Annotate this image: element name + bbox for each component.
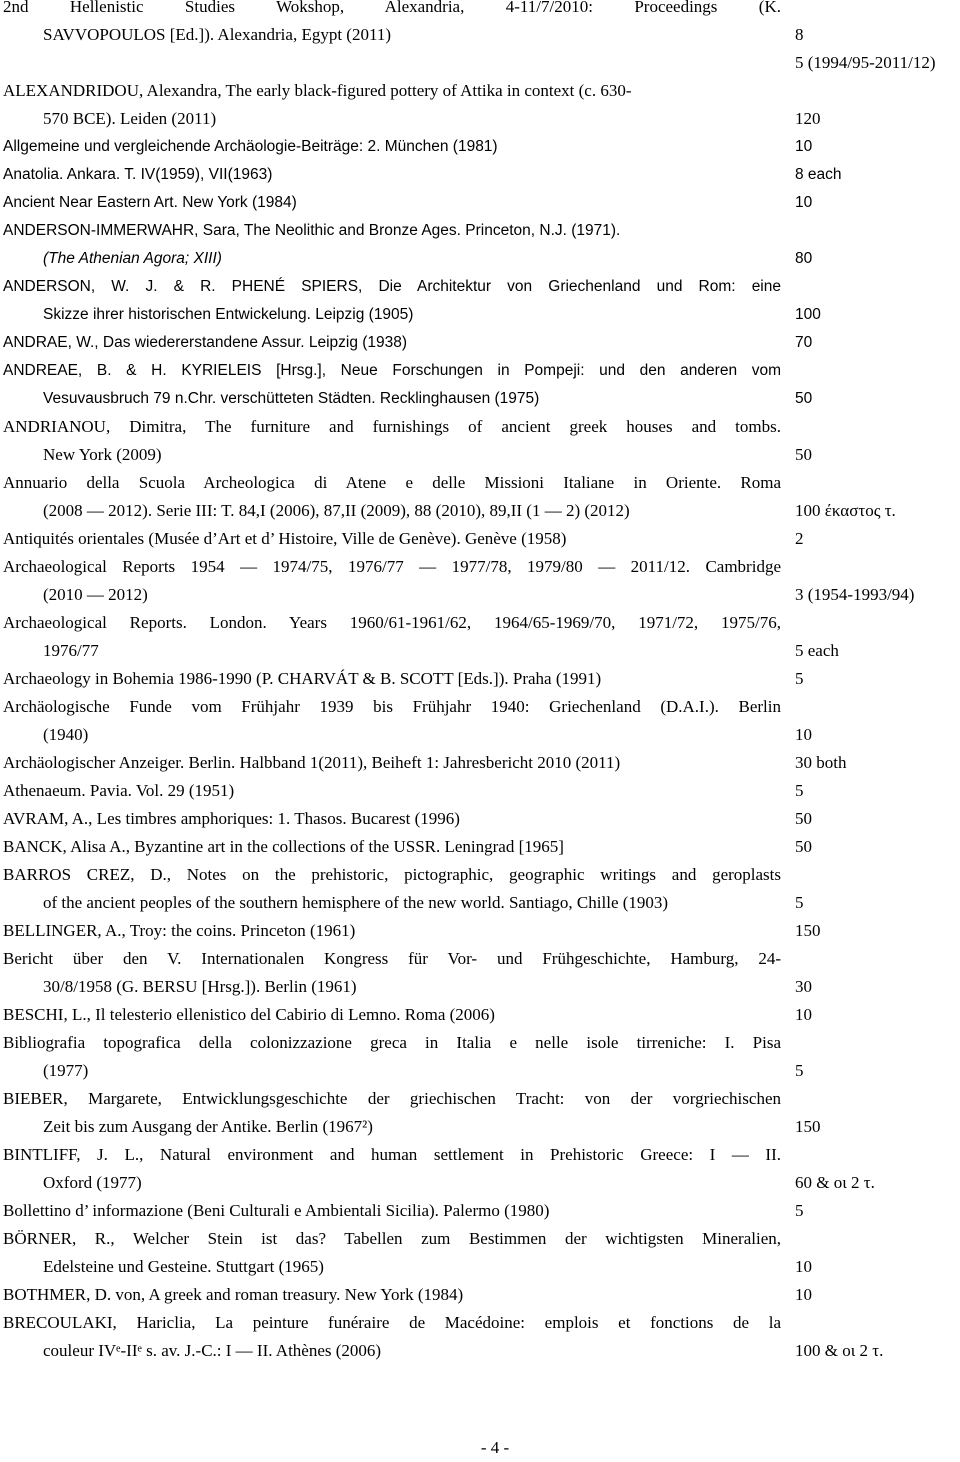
entry-price: 50 [795, 445, 812, 464]
entry-line [0, 1085, 960, 1113]
entry-line [0, 889, 960, 917]
entry-price: 50 [795, 390, 813, 407]
entry-text: (1977) [43, 1061, 89, 1080]
entry-price: 70 [795, 334, 813, 351]
entry-text: Vesuvausbruch 79 n.Chr. verschütteten Städten. Recklinghausen (1975) [43, 390, 540, 407]
bibliography-entry [0, 525, 960, 553]
bibliography-entry [0, 945, 960, 1001]
entry-line [0, 665, 960, 693]
entry-line [0, 833, 960, 861]
entry-price: 10 [795, 138, 813, 155]
entry-line [0, 189, 960, 217]
entry-price: 10 [795, 194, 813, 211]
entry-price: 60 & οι 2 τ. [795, 1173, 875, 1192]
entry-text: 2nd Hellenistic Studies Wokshop, Alexandria, 4-11/7/2010: Proceedings (K. [3, 0, 781, 16]
entry-price: 50 [795, 809, 812, 828]
entry-line [0, 749, 960, 777]
entry-price: 10 [795, 1257, 812, 1276]
bibliography-entry [0, 217, 960, 273]
entry-text: BESCHI, L., Il telesterio ellenistico del Cabirio di Lemno. Roma (2006) [3, 1005, 495, 1024]
entry-text: (The Athenian Agora; XIII) [43, 250, 222, 267]
bibliography-entry [0, 777, 960, 805]
entry-text: ANDERSON-IMMERWAHR, Sara, The Neolithic and Bronze Ages. Princeton, N.J. (1971). [3, 222, 621, 239]
bibliography-entry [0, 1029, 960, 1085]
entry-line [0, 1225, 960, 1253]
bibliography-entry [0, 805, 960, 833]
entry-text: ANDRIANOU, Dimitra, The furniture and furnishings of ancient greek houses and tombs. [3, 417, 781, 436]
bibliography-entry [0, 413, 960, 469]
entry-line [0, 441, 960, 469]
bibliography-entry [0, 189, 960, 217]
entry-text: SAVVOPOULOS [Ed.]). Alexandria, Egypt (2011) [43, 25, 391, 44]
entry-line [0, 77, 960, 105]
entry-price: 10 [795, 1005, 812, 1024]
entry-line [0, 497, 960, 525]
entry-text: ALEXANDRIDOU, Alexandra, The early black-figured pottery of Attika in context (c. 630- [3, 81, 632, 100]
entry-price: 30 [795, 977, 812, 996]
entry-text: Bibliografia topografica della colonizzazione greca in Italia e nelle isole tirreniche: I. Pisa [3, 1033, 781, 1052]
bibliography-entry [0, 833, 960, 861]
entry-price: 5 [795, 781, 804, 800]
bibliography-entry [0, 609, 960, 665]
entry-line [0, 301, 960, 329]
entry-line [0, 805, 960, 833]
entry-line [0, 105, 960, 133]
entry-text: Athenaeum. Pavia. Vol. 29 (1951) [3, 781, 235, 800]
entry-line [0, 273, 960, 301]
entry-price: 5 (1994/95-2011/12) [795, 53, 936, 72]
entry-text: 1976/77 [43, 641, 99, 660]
entry-text: Bollettino d’ informazione (Beni Culturali e Ambientali Sicilia). Palermo (1980) [3, 1201, 550, 1220]
entry-line [0, 1169, 960, 1197]
entry-text: ANDREAE, B. & H. KYRIELEIS [Hrsg.], Neue Forschungen in Pompeji: und den anderen vom [3, 362, 781, 379]
bibliography-entry [0, 273, 960, 329]
entry-text: 30/8/1958 (G. BERSU [Hrsg.]). Berlin (1961) [43, 977, 357, 996]
entry-price: 150 [795, 921, 821, 940]
entry-price: 5 [795, 893, 804, 912]
entry-line [0, 945, 960, 973]
entry-line [0, 1113, 960, 1141]
entry-text: Skizze ihrer historischen Entwickelung. Leipzig (1905) [43, 306, 414, 323]
entry-line [0, 553, 960, 581]
entry-line [0, 217, 960, 245]
entry-text: Zeit bis zum Ausgang der Antike. Berlin (1967²) [43, 1117, 373, 1136]
entry-line [0, 1141, 960, 1169]
entry-price: 80 [795, 250, 813, 267]
entry-line [0, 917, 960, 945]
entry-price: 150 [795, 1117, 821, 1136]
entry-extra-price-row [0, 49, 960, 77]
entry-line [0, 693, 960, 721]
bibliography-entry [0, 77, 960, 133]
entry-text: BELLINGER, A., Troy: the coins. Princeton (1961) [3, 921, 356, 940]
entry-text: ANDERSON, W. J. & R. PHENÉ SPIERS, Die Architektur von Griechenland und Rom: eine [3, 278, 781, 295]
entry-line [0, 1337, 960, 1365]
bibliography-entry [0, 553, 960, 609]
entry-text: New York (2009) [43, 445, 162, 464]
bibliography-entry [0, 917, 960, 945]
bibliography-entry [0, 1309, 960, 1365]
bibliography-entry [0, 1141, 960, 1197]
entry-price: 5 [795, 669, 804, 688]
entry-line [0, 861, 960, 889]
entry-price: 100 [795, 306, 821, 323]
entry-text: BOTHMER, D. von, A greek and roman treasury. New York (1984) [3, 1285, 464, 1304]
bibliography-entry [0, 1197, 960, 1225]
entry-text: (1940) [43, 725, 89, 744]
entry-price: 5 [795, 1201, 804, 1220]
entry-text: Archäologische Funde vom Frühjahr 1939 bis Frühjahr 1940: Griechenland (D.A.I.). Berlin [3, 697, 781, 716]
bibliography-entry [0, 469, 960, 525]
entry-text: BARROS CREZ, D., Notes on the prehistoric, pictographic, geographic writings and geroplasts [3, 865, 781, 884]
entry-line [0, 1253, 960, 1281]
bibliography-entry [0, 693, 960, 749]
entry-line [0, 21, 960, 49]
entry-text: ANDRAE, W., Das wiedererstandene Assur. Leipzig (1938) [3, 334, 408, 351]
entry-price: 2 [795, 529, 804, 548]
entry-text: BANCK, Alisa A., Byzantine art in the collections of the USSR. Leningrad [1965] [3, 837, 564, 856]
entry-line [0, 1197, 960, 1225]
bibliography-entry [0, 1001, 960, 1029]
entry-text: BINTLIFF, J. L., Natural environment and human settlement in Prehistoric Greece: I — II. [3, 1145, 781, 1164]
entry-text: Ancient Near Eastern Art. New York (1984) [3, 194, 297, 211]
entry-line [0, 1029, 960, 1057]
entry-text: Oxford (1977) [43, 1173, 142, 1192]
bibliography-entry [0, 133, 960, 161]
entry-line [0, 329, 960, 357]
entry-text: Archäologischer Anzeiger. Berlin. Halbband 1(2011), Beiheft 1: Jahresbericht 2010 (2011) [3, 753, 621, 772]
entry-price: 100 έκαστος τ. [795, 501, 896, 520]
entry-text: (2008 — 2012). Serie III: T. 84,I (2006), 87,II (2009), 88 (2010), 89,II (1 — 2) (2012) [43, 501, 630, 520]
entry-price: 8 each [795, 166, 842, 183]
bibliography-entry [0, 1085, 960, 1141]
bibliography-entry [0, 329, 960, 357]
entry-text: BÖRNER, R., Welcher Stein ist das? Tabellen zum Bestimmen der wichtigsten Mineralien, [3, 1229, 781, 1248]
bibliography-entry [0, 49, 960, 77]
entry-text: 570 BCE). Leiden (2011) [43, 109, 217, 128]
entry-text: Annuario della Scuola Archeologica di Atene e delle Missioni Italiane in Oriente. Roma [3, 473, 781, 492]
bibliography-entry [0, 161, 960, 189]
entry-line [0, 1309, 960, 1337]
entry-line [0, 1001, 960, 1029]
entry-line [0, 581, 960, 609]
entry-text: Edelsteine und Gesteine. Stuttgart (1965) [43, 1257, 324, 1276]
entry-text: AVRAM, A., Les timbres amphoriques: 1. Thasos. Bucarest (1996) [3, 809, 460, 828]
entry-price: 10 [795, 725, 812, 744]
entry-line [0, 245, 960, 273]
bibliography-entry [0, 861, 960, 917]
bibliography-entry [0, 1225, 960, 1281]
entry-text: Archaeological Reports 1954 — 1974/75, 1976/77 — 1977/78, 1979/80 — 2011/12. Cambridge [3, 557, 781, 576]
entry-price: 5 [795, 1061, 804, 1080]
entry-price: 8 [795, 25, 804, 44]
entry-text: BRECOULAKI, Hariclia, La peinture funéraire de Macédoine: emplois et fonctions de la [3, 1313, 781, 1332]
entry-text: (2010 — 2012) [43, 585, 148, 604]
entry-line [0, 525, 960, 553]
page-number: - 4 - [480, 1438, 510, 1457]
entry-text: couleur IVᵉ-IIᵉ s. av. J.-C.: I — II. Athènes (2006) [43, 1341, 382, 1360]
entry-text: Archaeology in Bohemia 1986-1990 (P. CHARVÁT & B. SCOTT [Eds.]). Praha (1991) [3, 669, 602, 688]
entry-text: BIEBER, Margarete, Entwicklungsgeschichte der griechischen Tracht: von der vorgriechischen [3, 1089, 781, 1108]
entry-text: Anatolia. Ankara. T. IV(1959), VII(1963) [3, 166, 273, 183]
entry-price: 30 both [795, 753, 847, 772]
entry-text: of the ancient peoples of the southern hemisphere of the new world. Santiago, Chille (1903) [43, 893, 669, 912]
entry-line [0, 0, 960, 21]
entry-text: Allgemeine und vergleichende Archäologie-Beiträge: 2. München (1981) [3, 138, 498, 155]
entry-line [0, 469, 960, 497]
entry-line [0, 609, 960, 637]
entry-line [0, 777, 960, 805]
bibliography-entry [0, 665, 960, 693]
entry-text: Archaeological Reports. London. Years 1960/61-1961/62, 1964/65-1969/70, 1971/72, 1975/76, [3, 613, 781, 632]
entry-line [0, 1281, 960, 1309]
entry-text: Bericht über den V. Internationalen Kongress für Vor- und Frühgeschichte, Hamburg, 24- [3, 949, 781, 968]
bibliography-entry [0, 0, 960, 49]
entry-price: 100 & οι 2 τ. [795, 1341, 884, 1360]
entry-line [0, 161, 960, 189]
bibliography-entry [0, 1281, 960, 1309]
entry-line [0, 1057, 960, 1085]
entry-text: Antiquités orientales (Musée d’Art et d’ Histoire, Ville de Genève). Genève (1958) [3, 529, 567, 548]
entry-price: 50 [795, 837, 812, 856]
entry-line [0, 413, 960, 441]
entry-line [0, 133, 960, 161]
page-footer [0, 1434, 960, 1462]
entry-price: 10 [795, 1285, 812, 1304]
entry-price: 5 each [795, 641, 839, 660]
entry-line [0, 973, 960, 1001]
entry-line [0, 357, 960, 385]
entry-price: 120 [795, 109, 821, 128]
entry-price: 3 (1954-1993/94) [795, 585, 915, 604]
bibliography-entry [0, 357, 960, 413]
bibliography-entry [0, 749, 960, 777]
entry-line [0, 637, 960, 665]
entry-line [0, 721, 960, 749]
entry-line [0, 385, 960, 413]
